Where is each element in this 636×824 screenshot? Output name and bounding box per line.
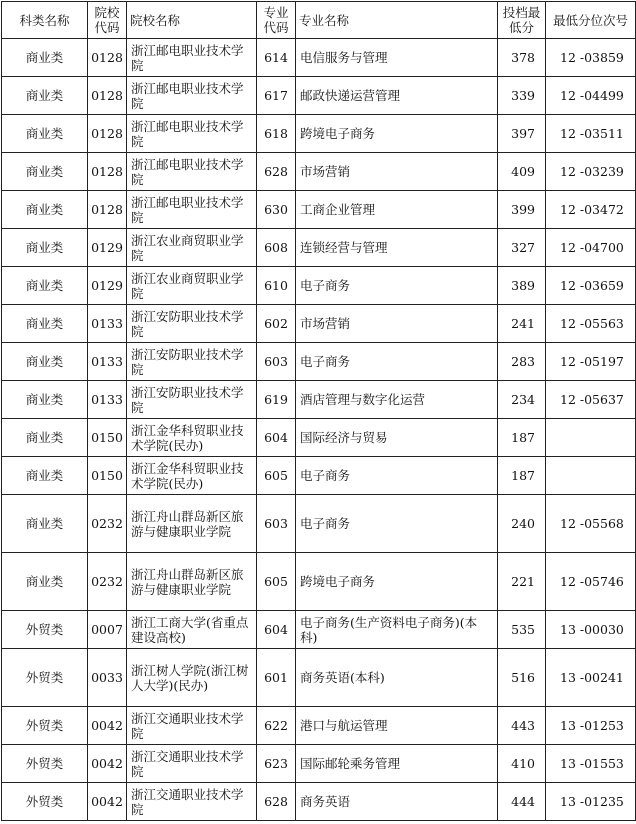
table-row [2,305,636,343]
cell-major-code: 628 [257,783,296,821]
table-row [2,707,636,745]
cell-min-rank: 12 -05637 [546,381,636,419]
cell-school-name: 浙江邮电职业技术学院 [127,39,257,77]
cell-min-score: 283 [498,343,546,381]
cell-school-code: 0133 [88,343,127,381]
cell-school-code: 0128 [88,77,127,115]
cell-major-name: 港口与航运管理 [296,707,498,745]
cell-school-name: 浙江树人学院(浙江树人大学)(民办) [127,649,257,707]
cell-major-code: 610 [257,267,296,305]
cell-min-rank: 13 -01253 [546,707,636,745]
cell-min-score: 240 [498,495,546,553]
cell-school-name: 浙江邮电职业技术学院 [127,77,257,115]
cell-category: 外贸类 [2,707,88,745]
cell-major-code: 614 [257,39,296,77]
cell-major-name: 邮政快递运营管理 [296,77,498,115]
cell-major-code: 604 [257,611,296,649]
cell-category: 商业类 [2,419,88,457]
cell-school-code: 0128 [88,115,127,153]
cell-school-code: 0042 [88,783,127,821]
cell-major-code: 603 [257,343,296,381]
cell-school-code: 0129 [88,229,127,267]
table-row [2,553,636,611]
cell-min-score: 378 [498,39,546,77]
cell-min-score: 339 [498,77,546,115]
cell-min-rank: 12 -03239 [546,153,636,191]
cell-school-code: 0128 [88,191,127,229]
cell-min-score: 241 [498,305,546,343]
cell-min-score: 187 [498,457,546,495]
cell-category: 外贸类 [2,783,88,821]
cell-min-rank: 12 -03472 [546,191,636,229]
cell-major-code: 608 [257,229,296,267]
cell-school-name: 浙江交通职业技术学院 [127,783,257,821]
table-body [2,39,636,821]
cell-school-name: 浙江农业商贸职业学院 [127,229,257,267]
cell-major-code: 603 [257,495,296,553]
cell-major-name: 市场营销 [296,305,498,343]
cell-min-score: 516 [498,649,546,707]
cell-school-code: 0232 [88,495,127,553]
cell-major-name: 电子商务(生产资料电子商务)(本科) [296,611,498,649]
table-row [2,115,636,153]
cell-category: 外贸类 [2,745,88,783]
cell-school-name: 浙江邮电职业技术学院 [127,115,257,153]
cell-min-score: 409 [498,153,546,191]
cell-major-name: 电子商务 [296,495,498,553]
table-row [2,267,636,305]
cell-major-name: 市场营销 [296,153,498,191]
cell-min-score: 443 [498,707,546,745]
cell-min-rank: 12 -05746 [546,553,636,611]
cell-major-code: 618 [257,115,296,153]
cell-major-code: 630 [257,191,296,229]
table-row [2,77,636,115]
cell-category: 商业类 [2,381,88,419]
cell-min-score: 410 [498,745,546,783]
cell-min-score: 234 [498,381,546,419]
cell-min-rank [546,419,636,457]
cell-major-code: 628 [257,153,296,191]
cell-school-name: 浙江交通职业技术学院 [127,745,257,783]
cell-min-rank: 13 -01235 [546,783,636,821]
table-row [2,343,636,381]
cell-min-score: 444 [498,783,546,821]
cell-min-score: 397 [498,115,546,153]
cell-major-name: 商务英语(本科) [296,649,498,707]
cell-school-name: 浙江农业商贸职业学院 [127,267,257,305]
cell-school-code: 0133 [88,305,127,343]
cell-major-name: 国际邮轮乘务管理 [296,745,498,783]
table-row [2,457,636,495]
cell-category: 商业类 [2,153,88,191]
cell-major-name: 电子商务 [296,457,498,495]
cell-min-score: 221 [498,553,546,611]
cell-category: 商业类 [2,39,88,77]
cell-min-rank: 12 -05568 [546,495,636,553]
cell-school-code: 0129 [88,267,127,305]
cell-school-name: 浙江金华科贸职业技术学院(民办) [127,419,257,457]
table-row [2,495,636,553]
cell-category: 商业类 [2,191,88,229]
cell-min-score: 399 [498,191,546,229]
cell-school-code: 0033 [88,649,127,707]
cell-major-name: 跨境电子商务 [296,115,498,153]
cell-major-name: 国际经济与贸易 [296,419,498,457]
cell-category: 商业类 [2,553,88,611]
header-major-name: 专业名称 [296,2,498,39]
cell-category: 商业类 [2,115,88,153]
header-school-code: 院校代码 [88,2,127,39]
cell-category: 商业类 [2,495,88,553]
cell-major-name: 工商企业管理 [296,191,498,229]
cell-major-code: 619 [257,381,296,419]
cell-school-name: 浙江工商大学(省重点建设高校) [127,611,257,649]
cell-min-rank: 12 -04700 [546,229,636,267]
cell-category: 商业类 [2,267,88,305]
cell-min-rank: 12 -03859 [546,39,636,77]
cell-min-rank: 12 -03659 [546,267,636,305]
cell-category: 商业类 [2,77,88,115]
cell-category: 商业类 [2,457,88,495]
table-row [2,191,636,229]
table-row [2,611,636,649]
cell-category: 外贸类 [2,649,88,707]
cell-school-code: 0133 [88,381,127,419]
cell-major-name: 电子商务 [296,267,498,305]
cell-major-code: 622 [257,707,296,745]
table-row [2,649,636,707]
cell-major-name: 商务英语 [296,783,498,821]
cell-school-code: 0150 [88,457,127,495]
cell-min-rank: 13 -01553 [546,745,636,783]
cell-major-code: 605 [257,553,296,611]
cell-major-name: 跨境电子商务 [296,553,498,611]
cell-major-code: 604 [257,419,296,457]
cell-major-code: 617 [257,77,296,115]
table-row [2,229,636,267]
cell-school-name: 浙江金华科贸职业技术学院(民办) [127,457,257,495]
cell-school-code: 0042 [88,707,127,745]
cell-school-name: 浙江邮电职业技术学院 [127,191,257,229]
cell-major-code: 601 [257,649,296,707]
cell-major-code: 623 [257,745,296,783]
cell-min-rank: 13 -00241 [546,649,636,707]
table-row [2,153,636,191]
cell-school-code: 0128 [88,39,127,77]
cell-min-score: 389 [498,267,546,305]
cell-school-code: 0232 [88,553,127,611]
cell-major-name: 电信服务与管理 [296,39,498,77]
header-category: 科类名称 [2,2,88,39]
table-row [2,419,636,457]
cell-min-rank: 12 -03511 [546,115,636,153]
header-min-rank: 最低分位次号 [546,2,636,39]
cell-min-rank: 13 -00030 [546,611,636,649]
table-row [2,745,636,783]
table-row [2,39,636,77]
header-row [2,2,636,39]
cell-min-score: 327 [498,229,546,267]
cell-min-score: 187 [498,419,546,457]
header-school-name: 院校名称 [127,2,257,39]
cell-school-code: 0150 [88,419,127,457]
cell-school-code: 0007 [88,611,127,649]
cell-major-code: 605 [257,457,296,495]
cell-category: 外贸类 [2,611,88,649]
table-row [2,381,636,419]
cell-school-name: 浙江舟山群岛新区旅游与健康职业学院 [127,495,257,553]
cell-min-rank: 12 -05197 [546,343,636,381]
cell-school-name: 浙江安防职业技术学院 [127,305,257,343]
cell-major-name: 连锁经营与管理 [296,229,498,267]
cell-major-code: 602 [257,305,296,343]
cell-school-code: 0128 [88,153,127,191]
cell-major-name: 酒店管理与数字化运营 [296,381,498,419]
header-min-score: 投档最低分 [498,2,546,39]
cell-school-code: 0042 [88,745,127,783]
cell-min-score: 535 [498,611,546,649]
cell-school-name: 浙江安防职业技术学院 [127,343,257,381]
cell-category: 商业类 [2,305,88,343]
cell-category: 商业类 [2,229,88,267]
cell-school-name: 浙江邮电职业技术学院 [127,153,257,191]
cell-school-name: 浙江安防职业技术学院 [127,381,257,419]
header-major-code: 专业代码 [257,2,296,39]
cell-min-rank: 12 -04499 [546,77,636,115]
cell-school-name: 浙江舟山群岛新区旅游与健康职业学院 [127,553,257,611]
admission-table [1,1,636,821]
cell-min-rank: 12 -05563 [546,305,636,343]
cell-major-name: 电子商务 [296,343,498,381]
cell-min-rank [546,457,636,495]
table-row [2,783,636,821]
cell-category: 商业类 [2,343,88,381]
cell-school-name: 浙江交通职业技术学院 [127,707,257,745]
